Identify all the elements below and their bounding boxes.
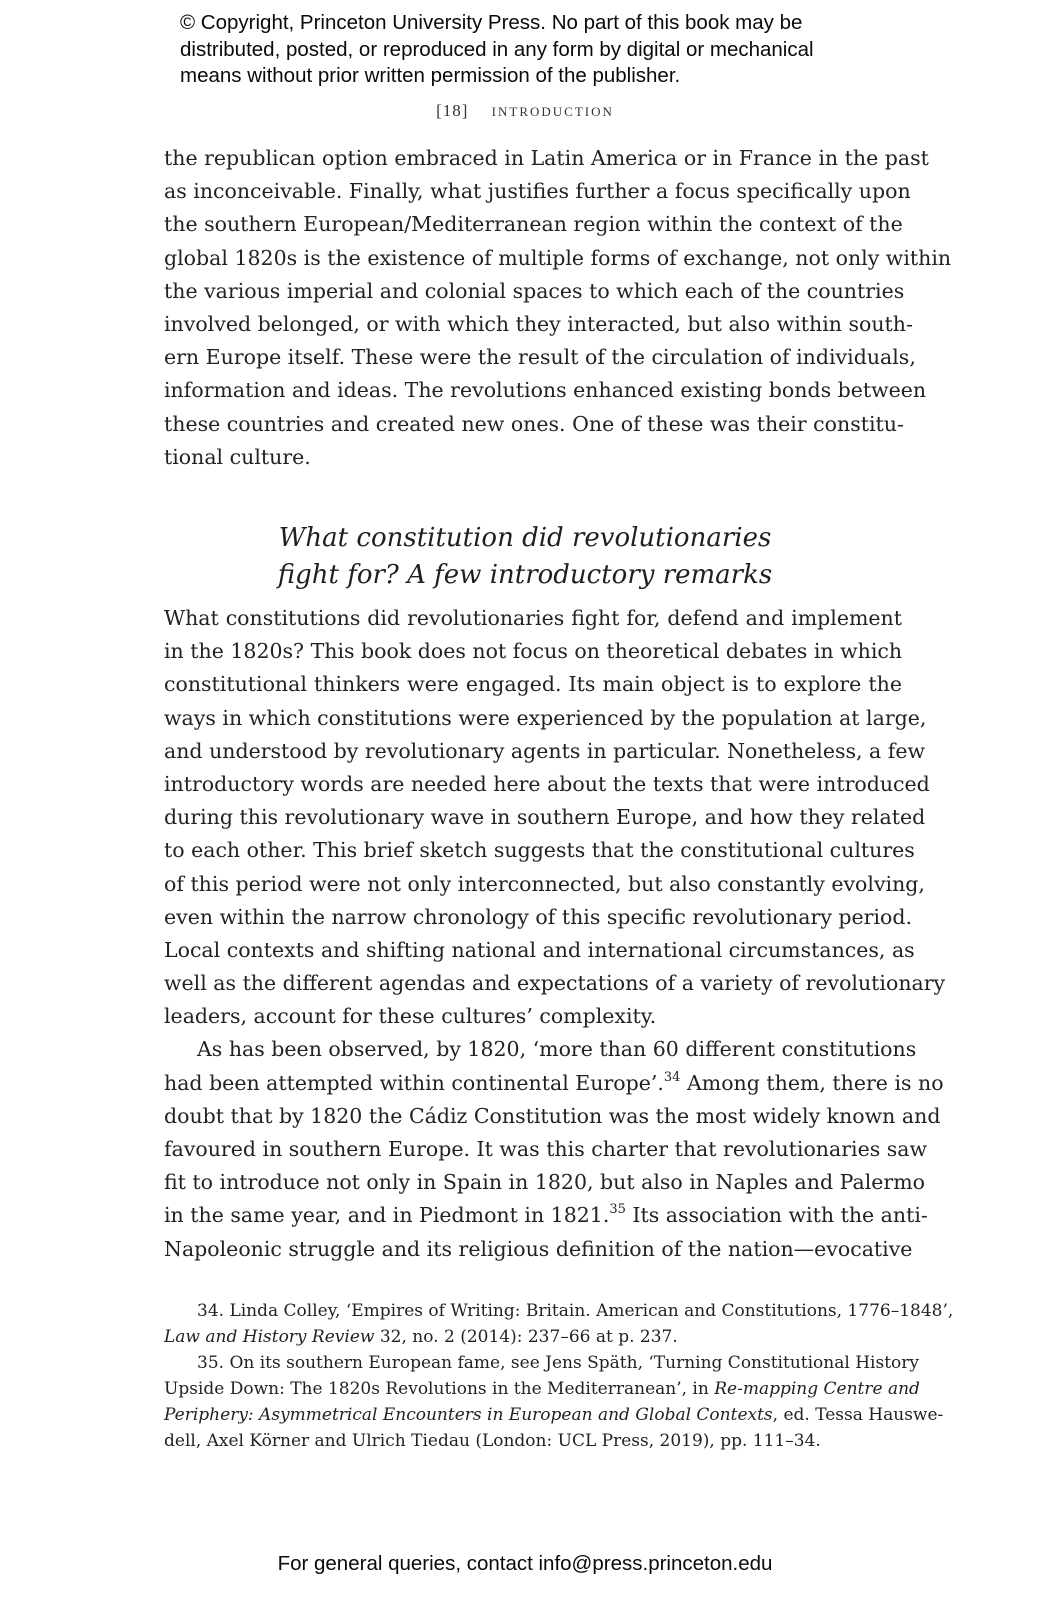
heading-line: What constitution did revolutionaries <box>278 523 772 553</box>
section-body <box>164 602 946 1266</box>
footnote-line: dell, Axel Körner and Ulrich Tiedau (London: UCL Press, 2019), pp. 111–34. <box>164 1431 821 1451</box>
text-line: leaders, account for these cultures’ complexity. <box>164 1004 657 1029</box>
text-line <box>164 1067 944 1100</box>
text-span: in the same year, and in Piedmont in 1821. <box>164 1203 610 1228</box>
running-head <box>0 100 1050 121</box>
footnote-34 <box>164 1298 954 1350</box>
running-head-section: introduction <box>491 100 614 120</box>
text-line: ern Europe itself. These were the result of the circulation of individuals, <box>164 345 916 370</box>
text-line: even within the narrow chronology of this specific revolutionary period. <box>164 904 913 929</box>
text-line: ways in which constitutions were experienced by the population at large, <box>164 705 927 730</box>
heading-line: fight for? A few introductory remarks <box>277 560 773 590</box>
text-line: fit to introduce not only in Spain in 1820, but also in Naples and Palermo <box>164 1170 925 1195</box>
text-line: As has been observed, by 1820, ‘more than 60 different constitutions <box>197 1037 917 1062</box>
text-line: and understood by revolutionary agents in particular. Nonetheless, a few <box>164 738 926 763</box>
text-span: had been attempted within continental Europe’. <box>164 1070 664 1095</box>
text-line: constitutional thinkers were engaged. Its main object is to explore the <box>164 672 902 697</box>
footnote-line <box>164 1402 944 1428</box>
text-line: the southern European/Mediterranean region within the context of the <box>164 212 903 237</box>
journal-title: Law and History Review <box>164 1327 375 1347</box>
text-line: in the 1820s? This book does not focus on theoretical debates in which <box>164 639 903 664</box>
paragraph-2 <box>164 602 946 1033</box>
paragraph-3 <box>164 1033 944 1265</box>
footnote-line: 34. Linda Colley, ‘Empires of Writing: Britain. American and Constitutions, 1776–1848’, <box>197 1301 954 1321</box>
footnote-ref-35[interactable]: 35 <box>609 1202 626 1218</box>
text-line: information and ideas. The revolutions enhanced existing bonds between <box>164 378 927 403</box>
text-line: introductory words are needed here about the texts that were introduced <box>164 771 930 796</box>
text-line: Napoleonic struggle and its religious definition of the nation—evocative <box>164 1236 913 1261</box>
copyright-notice <box>180 10 900 90</box>
contact-footer: For general queries, contact info@press.princeton.edu <box>277 1552 773 1575</box>
footnote-line <box>164 1324 902 1350</box>
book-title: Periphery: Asymmetrical Encounters in European and Global Contexts <box>164 1405 773 1425</box>
text-line: the republican option embraced in Latin America or in France in the past <box>164 146 929 170</box>
text-span: Among them, there is no <box>680 1070 944 1095</box>
text-line: the various imperial and colonial spaces to which each of the countries <box>164 278 905 303</box>
text-line: well as the different agendas and expectations of a variety of revolutionary <box>164 971 946 996</box>
text-line: doubt that by 1820 the Cádiz Constitution was the most widely known and <box>164 1103 941 1128</box>
text-line: tional culture. <box>164 444 311 469</box>
text-line: during this revolutionary wave in southern Europe, and how they related <box>164 805 926 830</box>
footnote-line <box>164 1376 920 1402</box>
text-line: these countries and created new ones. One of these was their constitu- <box>164 411 904 436</box>
page-number: [18] <box>436 101 469 120</box>
copyright-line: means without prior written permission of the publisher. <box>180 64 681 87</box>
text-line <box>164 1199 928 1232</box>
text-line: Local contexts and shifting national and international circumstances, as <box>164 937 915 962</box>
copyright-line: © Copyright, Princeton University Press. No part of this book may be <box>180 11 803 34</box>
text-line: of this period were not only interconnected, but also constantly evolving, <box>164 871 925 896</box>
footnote-ref-34[interactable]: 34 <box>663 1069 681 1085</box>
book-title: Re-mapping Centre and <box>714 1379 920 1399</box>
copyright-line: distributed, posted, or reproduced in any form by digital or mechanical <box>180 37 814 61</box>
text-line: as inconceivable. Finally, what justifies further a focus specifically upon <box>164 179 911 204</box>
text-line: involved belonged, or with which they interacted, but also within south- <box>164 311 913 336</box>
footnotes <box>164 1298 954 1454</box>
paragraph-1 <box>164 142 952 474</box>
text-span: Upside Down: The 1820s Revolutions in the Mediterranean’, in <box>164 1379 715 1399</box>
text-line: to each other. This brief sketch suggests that the constitutional cultures <box>164 838 915 863</box>
text-line: global 1820s is the existence of multiple forms of exchange, not only within <box>164 245 952 270</box>
footnote-line: 35. On its southern European fame, see Jens Späth, ‘Turning Constitutional History <box>197 1353 919 1373</box>
text-line: favoured in southern Europe. It was this charter that revolutionaries saw <box>164 1137 928 1161</box>
text-span: Its association with the anti- <box>625 1203 928 1228</box>
section-heading <box>0 520 1050 594</box>
text-line: What constitutions did revolutionaries fight for, defend and implement <box>164 606 902 630</box>
text-span: 32, no. 2 (2014): 237–66 at p. 237. <box>374 1327 678 1347</box>
footnote-35 <box>164 1350 944 1454</box>
text-span: , ed. Tessa Hauswe- <box>772 1405 944 1425</box>
